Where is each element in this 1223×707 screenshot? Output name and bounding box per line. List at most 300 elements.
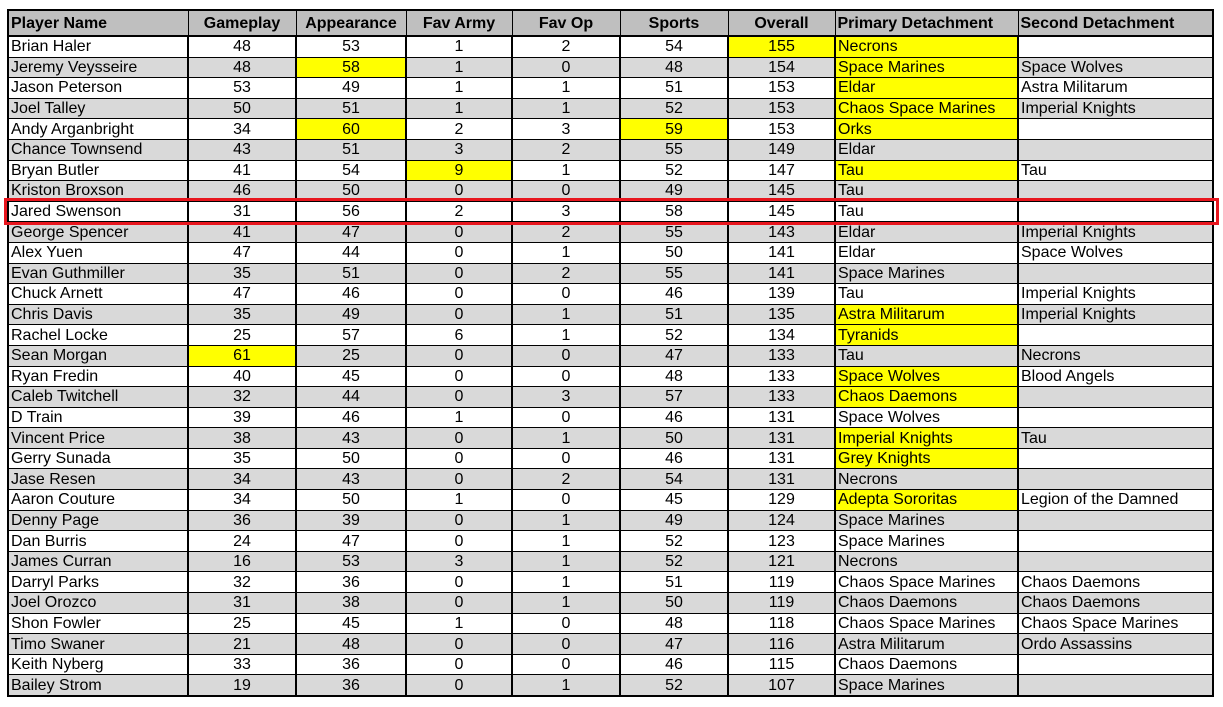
fav-army-cell[interactable]: 0: [406, 263, 512, 284]
appearance-cell[interactable]: 49: [296, 304, 406, 325]
overall-cell[interactable]: 139: [728, 284, 835, 305]
second-detachment-cell[interactable]: Chaos Space Marines: [1018, 613, 1213, 634]
player-name-cell[interactable]: Jase Resen: [8, 469, 188, 490]
player-name-cell[interactable]: Kriston Broxson: [8, 181, 188, 202]
fav-op-cell[interactable]: 2: [512, 139, 620, 160]
fav-army-cell[interactable]: 0: [406, 387, 512, 408]
overall-cell[interactable]: 145: [728, 201, 835, 222]
sports-cell[interactable]: 52: [620, 531, 728, 552]
table-row[interactable]: [8, 613, 1213, 634]
gameplay-cell[interactable]: 41: [188, 222, 296, 243]
table-row[interactable]: [8, 284, 1213, 305]
table-row[interactable]: [8, 345, 1213, 366]
gameplay-cell[interactable]: 35: [188, 304, 296, 325]
fav-army-cell[interactable]: 0: [406, 366, 512, 387]
second-detachment-cell[interactable]: [1018, 387, 1213, 408]
sports-cell[interactable]: 52: [620, 325, 728, 346]
sports-cell[interactable]: 55: [620, 222, 728, 243]
player-name-cell[interactable]: Bailey Strom: [8, 675, 188, 696]
fav-army-cell[interactable]: 1: [406, 490, 512, 511]
appearance-cell[interactable]: 51: [296, 98, 406, 119]
gameplay-cell[interactable]: 46: [188, 181, 296, 202]
fav-op-cell[interactable]: 0: [512, 366, 620, 387]
table-row[interactable]: [8, 510, 1213, 531]
gameplay-cell[interactable]: 34: [188, 469, 296, 490]
gameplay-cell[interactable]: 36: [188, 510, 296, 531]
overall-cell[interactable]: 121: [728, 551, 835, 572]
appearance-cell[interactable]: 36: [296, 675, 406, 696]
appearance-cell[interactable]: 39: [296, 510, 406, 531]
player-name-cell[interactable]: Sean Morgan: [8, 345, 188, 366]
second-detachment-cell[interactable]: [1018, 139, 1213, 160]
second-detachment-cell[interactable]: [1018, 407, 1213, 428]
overall-cell[interactable]: 131: [728, 469, 835, 490]
sports-cell[interactable]: 54: [620, 469, 728, 490]
gameplay-cell[interactable]: 19: [188, 675, 296, 696]
player-name-cell[interactable]: Chuck Arnett: [8, 284, 188, 305]
fav-op-cell[interactable]: 0: [512, 490, 620, 511]
table-row[interactable]: [8, 654, 1213, 675]
gameplay-cell[interactable]: 61: [188, 345, 296, 366]
fav-op-cell[interactable]: 1: [512, 428, 620, 449]
appearance-cell[interactable]: 46: [296, 284, 406, 305]
appearance-cell[interactable]: 47: [296, 222, 406, 243]
second-detachment-cell[interactable]: [1018, 469, 1213, 490]
gameplay-cell[interactable]: 48: [188, 57, 296, 78]
fav-army-cell[interactable]: 2: [406, 201, 512, 222]
primary-detachment-cell[interactable]: Necrons: [835, 36, 1018, 57]
second-detachment-cell[interactable]: Imperial Knights: [1018, 304, 1213, 325]
overall-cell[interactable]: 153: [728, 98, 835, 119]
sports-cell[interactable]: 46: [620, 654, 728, 675]
appearance-cell[interactable]: 44: [296, 242, 406, 263]
fav-op-cell[interactable]: 2: [512, 263, 620, 284]
overall-cell[interactable]: 135: [728, 304, 835, 325]
appearance-cell[interactable]: 60: [296, 119, 406, 140]
fav-op-cell[interactable]: 1: [512, 78, 620, 99]
primary-detachment-cell[interactable]: Tau: [835, 201, 1018, 222]
fav-army-cell[interactable]: 0: [406, 634, 512, 655]
player-name-cell[interactable]: Denny Page: [8, 510, 188, 531]
table-row[interactable]: [8, 242, 1213, 263]
gameplay-cell[interactable]: 32: [188, 572, 296, 593]
appearance-cell[interactable]: 51: [296, 263, 406, 284]
table-row[interactable]: [8, 634, 1213, 655]
appearance-cell[interactable]: 50: [296, 490, 406, 511]
gameplay-cell[interactable]: 47: [188, 242, 296, 263]
gameplay-cell[interactable]: 38: [188, 428, 296, 449]
overall-cell[interactable]: 155: [728, 36, 835, 57]
overall-cell[interactable]: 131: [728, 428, 835, 449]
player-name-cell[interactable]: Joel Talley: [8, 98, 188, 119]
primary-detachment-cell[interactable]: Space Marines: [835, 510, 1018, 531]
fav-army-cell[interactable]: 0: [406, 222, 512, 243]
player-name-cell[interactable]: Jason Peterson: [8, 78, 188, 99]
table-row[interactable]: [8, 407, 1213, 428]
second-detachment-cell[interactable]: [1018, 181, 1213, 202]
appearance-cell[interactable]: 49: [296, 78, 406, 99]
fav-army-cell[interactable]: 0: [406, 242, 512, 263]
table-row[interactable]: [8, 448, 1213, 469]
appearance-cell[interactable]: 47: [296, 531, 406, 552]
primary-detachment-cell[interactable]: Chaos Daemons: [835, 387, 1018, 408]
second-detachment-cell[interactable]: Space Wolves: [1018, 57, 1213, 78]
sports-cell[interactable]: 51: [620, 304, 728, 325]
primary-detachment-cell[interactable]: Astra Militarum: [835, 634, 1018, 655]
fav-op-cell[interactable]: 1: [512, 572, 620, 593]
primary-detachment-cell[interactable]: Space Marines: [835, 57, 1018, 78]
sports-cell[interactable]: 59: [620, 119, 728, 140]
player-name-cell[interactable]: Rachel Locke: [8, 325, 188, 346]
overall-cell[interactable]: 129: [728, 490, 835, 511]
fav-op-cell[interactable]: 1: [512, 160, 620, 181]
appearance-cell[interactable]: 57: [296, 325, 406, 346]
second-detachment-cell[interactable]: [1018, 675, 1213, 696]
second-detachment-cell[interactable]: Imperial Knights: [1018, 222, 1213, 243]
second-detachment-cell[interactable]: [1018, 448, 1213, 469]
gameplay-cell[interactable]: 31: [188, 593, 296, 614]
gameplay-cell[interactable]: 34: [188, 119, 296, 140]
overall-cell[interactable]: 143: [728, 222, 835, 243]
fav-op-cell[interactable]: 0: [512, 407, 620, 428]
fav-army-cell[interactable]: 0: [406, 531, 512, 552]
second-detachment-cell[interactable]: [1018, 119, 1213, 140]
fav-army-cell[interactable]: 1: [406, 98, 512, 119]
second-detachment-cell[interactable]: Tau: [1018, 160, 1213, 181]
fav-army-cell[interactable]: 0: [406, 593, 512, 614]
fav-op-cell[interactable]: 2: [512, 222, 620, 243]
fav-army-cell[interactable]: 0: [406, 304, 512, 325]
sports-cell[interactable]: 50: [620, 593, 728, 614]
player-name-cell[interactable]: Shon Fowler: [8, 613, 188, 634]
gameplay-cell[interactable]: 32: [188, 387, 296, 408]
second-detachment-cell[interactable]: [1018, 36, 1213, 57]
overall-cell[interactable]: 119: [728, 593, 835, 614]
primary-detachment-cell[interactable]: Eldar: [835, 78, 1018, 99]
player-name-cell[interactable]: Caleb Twitchell: [8, 387, 188, 408]
gameplay-cell[interactable]: 31: [188, 201, 296, 222]
table-row[interactable]: [8, 531, 1213, 552]
second-detachment-cell[interactable]: Blood Angels: [1018, 366, 1213, 387]
fav-op-cell[interactable]: 1: [512, 510, 620, 531]
sports-cell[interactable]: 49: [620, 510, 728, 531]
fav-op-cell[interactable]: 0: [512, 448, 620, 469]
appearance-cell[interactable]: 45: [296, 613, 406, 634]
primary-detachment-cell[interactable]: Eldar: [835, 139, 1018, 160]
fav-op-cell[interactable]: 2: [512, 36, 620, 57]
fav-op-cell[interactable]: 1: [512, 304, 620, 325]
gameplay-cell[interactable]: 50: [188, 98, 296, 119]
player-name-cell[interactable]: Bryan Butler: [8, 160, 188, 181]
gameplay-cell[interactable]: 33: [188, 654, 296, 675]
gameplay-cell[interactable]: 34: [188, 490, 296, 511]
overall-cell[interactable]: 133: [728, 387, 835, 408]
appearance-cell[interactable]: 45: [296, 366, 406, 387]
fav-army-cell[interactable]: 0: [406, 572, 512, 593]
second-detachment-cell[interactable]: [1018, 654, 1213, 675]
fav-op-cell[interactable]: 0: [512, 284, 620, 305]
gameplay-cell[interactable]: 47: [188, 284, 296, 305]
second-detachment-cell[interactable]: Legion of the Damned: [1018, 490, 1213, 511]
primary-detachment-cell[interactable]: Eldar: [835, 222, 1018, 243]
appearance-cell[interactable]: 53: [296, 36, 406, 57]
sports-cell[interactable]: 50: [620, 428, 728, 449]
fav-op-cell[interactable]: 1: [512, 551, 620, 572]
fav-army-cell[interactable]: 0: [406, 675, 512, 696]
overall-cell[interactable]: 147: [728, 160, 835, 181]
player-name-cell[interactable]: Keith Nyberg: [8, 654, 188, 675]
table-row[interactable]: [8, 428, 1213, 449]
table-row[interactable]: [8, 469, 1213, 490]
appearance-cell[interactable]: 43: [296, 469, 406, 490]
player-name-cell[interactable]: D Train: [8, 407, 188, 428]
table-row[interactable]: [8, 366, 1213, 387]
fav-army-cell[interactable]: 0: [406, 654, 512, 675]
player-name-cell[interactable]: Jeremy Veysseire: [8, 57, 188, 78]
table-row[interactable]: [8, 572, 1213, 593]
sports-cell[interactable]: 47: [620, 345, 728, 366]
second-detachment-cell[interactable]: [1018, 510, 1213, 531]
overall-cell[interactable]: 131: [728, 448, 835, 469]
appearance-cell[interactable]: 36: [296, 572, 406, 593]
primary-detachment-cell[interactable]: Grey Knights: [835, 448, 1018, 469]
primary-detachment-cell[interactable]: Chaos Daemons: [835, 654, 1018, 675]
fav-army-cell[interactable]: 0: [406, 284, 512, 305]
fav-army-cell[interactable]: 1: [406, 36, 512, 57]
overall-cell[interactable]: 133: [728, 366, 835, 387]
sports-cell[interactable]: 52: [620, 98, 728, 119]
fav-army-cell[interactable]: 2: [406, 119, 512, 140]
overall-cell[interactable]: 133: [728, 345, 835, 366]
table-row[interactable]: [8, 304, 1213, 325]
overall-cell[interactable]: 119: [728, 572, 835, 593]
overall-cell[interactable]: 131: [728, 407, 835, 428]
primary-detachment-cell[interactable]: Imperial Knights: [835, 428, 1018, 449]
overall-cell[interactable]: 116: [728, 634, 835, 655]
table-row[interactable]: [8, 36, 1213, 57]
player-name-cell[interactable]: Vincent Price: [8, 428, 188, 449]
sports-cell[interactable]: 50: [620, 242, 728, 263]
gameplay-cell[interactable]: 21: [188, 634, 296, 655]
appearance-cell[interactable]: 50: [296, 181, 406, 202]
sports-cell[interactable]: 55: [620, 263, 728, 284]
fav-op-cell[interactable]: 0: [512, 345, 620, 366]
appearance-cell[interactable]: 46: [296, 407, 406, 428]
appearance-cell[interactable]: 38: [296, 593, 406, 614]
player-name-cell[interactable]: Timo Swaner: [8, 634, 188, 655]
fav-op-cell[interactable]: 3: [512, 119, 620, 140]
sports-cell[interactable]: 51: [620, 78, 728, 99]
player-name-cell[interactable]: Gerry Sunada: [8, 448, 188, 469]
table-row[interactable]: [8, 78, 1213, 99]
gameplay-cell[interactable]: 43: [188, 139, 296, 160]
primary-detachment-cell[interactable]: Astra Militarum: [835, 304, 1018, 325]
overall-cell[interactable]: 123: [728, 531, 835, 552]
fav-army-cell[interactable]: 6: [406, 325, 512, 346]
primary-detachment-cell[interactable]: Space Wolves: [835, 407, 1018, 428]
sports-cell[interactable]: 46: [620, 284, 728, 305]
sports-cell[interactable]: 46: [620, 448, 728, 469]
second-detachment-cell[interactable]: [1018, 263, 1213, 284]
fav-op-cell[interactable]: 1: [512, 242, 620, 263]
gameplay-cell[interactable]: 25: [188, 325, 296, 346]
fav-army-cell[interactable]: 0: [406, 181, 512, 202]
gameplay-cell[interactable]: 35: [188, 448, 296, 469]
gameplay-cell[interactable]: 48: [188, 36, 296, 57]
overall-cell[interactable]: 134: [728, 325, 835, 346]
overall-cell[interactable]: 153: [728, 119, 835, 140]
overall-cell[interactable]: 153: [728, 78, 835, 99]
fav-army-cell[interactable]: 0: [406, 469, 512, 490]
second-detachment-cell[interactable]: Ordo Assassins: [1018, 634, 1213, 655]
second-detachment-cell[interactable]: Astra Militarum: [1018, 78, 1213, 99]
primary-detachment-cell[interactable]: Space Marines: [835, 675, 1018, 696]
appearance-cell[interactable]: 58: [296, 57, 406, 78]
overall-cell[interactable]: 118: [728, 613, 835, 634]
gameplay-cell[interactable]: 53: [188, 78, 296, 99]
second-detachment-cell[interactable]: [1018, 551, 1213, 572]
player-name-cell[interactable]: Andy Arganbright: [8, 119, 188, 140]
sports-cell[interactable]: 52: [620, 551, 728, 572]
fav-op-cell[interactable]: 3: [512, 201, 620, 222]
table-row[interactable]: [8, 201, 1213, 222]
table-row[interactable]: [8, 57, 1213, 78]
sports-cell[interactable]: 57: [620, 387, 728, 408]
primary-detachment-cell[interactable]: Tau: [835, 160, 1018, 181]
second-detachment-cell[interactable]: Imperial Knights: [1018, 98, 1213, 119]
player-name-cell[interactable]: Dan Burris: [8, 531, 188, 552]
player-name-cell[interactable]: Alex Yuen: [8, 242, 188, 263]
second-detachment-cell[interactable]: [1018, 201, 1213, 222]
fav-op-cell[interactable]: 0: [512, 57, 620, 78]
fav-army-cell[interactable]: 1: [406, 407, 512, 428]
table-row[interactable]: [8, 98, 1213, 119]
primary-detachment-cell[interactable]: Chaos Space Marines: [835, 572, 1018, 593]
overall-cell[interactable]: 107: [728, 675, 835, 696]
fav-op-cell[interactable]: 1: [512, 593, 620, 614]
gameplay-cell[interactable]: 41: [188, 160, 296, 181]
fav-army-cell[interactable]: 0: [406, 345, 512, 366]
table-row[interactable]: [8, 551, 1213, 572]
sports-cell[interactable]: 45: [620, 490, 728, 511]
gameplay-cell[interactable]: 39: [188, 407, 296, 428]
player-name-cell[interactable]: George Spencer: [8, 222, 188, 243]
appearance-cell[interactable]: 48: [296, 634, 406, 655]
table-row[interactable]: [8, 675, 1213, 696]
fav-op-cell[interactable]: 1: [512, 675, 620, 696]
fav-army-cell[interactable]: 1: [406, 613, 512, 634]
table-row[interactable]: [8, 490, 1213, 511]
player-name-cell[interactable]: Chance Townsend: [8, 139, 188, 160]
fav-army-cell[interactable]: 1: [406, 57, 512, 78]
second-detachment-cell[interactable]: Chaos Daemons: [1018, 572, 1213, 593]
primary-detachment-cell[interactable]: Chaos Space Marines: [835, 613, 1018, 634]
table-row[interactable]: [8, 181, 1213, 202]
gameplay-cell[interactable]: 24: [188, 531, 296, 552]
gameplay-cell[interactable]: 25: [188, 613, 296, 634]
second-detachment-cell[interactable]: Imperial Knights: [1018, 284, 1213, 305]
primary-detachment-cell[interactable]: Chaos Space Marines: [835, 98, 1018, 119]
sports-cell[interactable]: 46: [620, 407, 728, 428]
primary-detachment-cell[interactable]: Necrons: [835, 469, 1018, 490]
gameplay-cell[interactable]: 40: [188, 366, 296, 387]
overall-cell[interactable]: 141: [728, 263, 835, 284]
appearance-cell[interactable]: 56: [296, 201, 406, 222]
primary-detachment-cell[interactable]: Tau: [835, 345, 1018, 366]
fav-army-cell[interactable]: 9: [406, 160, 512, 181]
primary-detachment-cell[interactable]: Tau: [835, 181, 1018, 202]
fav-op-cell[interactable]: 3: [512, 387, 620, 408]
player-name-cell[interactable]: Evan Guthmiller: [8, 263, 188, 284]
fav-army-cell[interactable]: 0: [406, 510, 512, 531]
overall-cell[interactable]: 154: [728, 57, 835, 78]
overall-cell[interactable]: 145: [728, 181, 835, 202]
sports-cell[interactable]: 49: [620, 181, 728, 202]
fav-op-cell[interactable]: 1: [512, 98, 620, 119]
gameplay-cell[interactable]: 35: [188, 263, 296, 284]
overall-cell[interactable]: 141: [728, 242, 835, 263]
fav-army-cell[interactable]: 3: [406, 139, 512, 160]
fav-army-cell[interactable]: 0: [406, 428, 512, 449]
gameplay-cell[interactable]: 16: [188, 551, 296, 572]
primary-detachment-cell[interactable]: Tau: [835, 284, 1018, 305]
second-detachment-cell[interactable]: Tau: [1018, 428, 1213, 449]
sports-cell[interactable]: 48: [620, 613, 728, 634]
player-name-cell[interactable]: Ryan Fredin: [8, 366, 188, 387]
player-name-cell[interactable]: Chris Davis: [8, 304, 188, 325]
second-detachment-cell[interactable]: Necrons: [1018, 345, 1213, 366]
table-row[interactable]: [8, 222, 1213, 243]
second-detachment-cell[interactable]: [1018, 531, 1213, 552]
fav-op-cell[interactable]: 0: [512, 181, 620, 202]
primary-detachment-cell[interactable]: Chaos Daemons: [835, 593, 1018, 614]
appearance-cell[interactable]: 51: [296, 139, 406, 160]
fav-op-cell[interactable]: 0: [512, 634, 620, 655]
table-row[interactable]: [8, 325, 1213, 346]
overall-cell[interactable]: 124: [728, 510, 835, 531]
fav-army-cell[interactable]: 3: [406, 551, 512, 572]
fav-op-cell[interactable]: 1: [512, 325, 620, 346]
fav-op-cell[interactable]: 2: [512, 469, 620, 490]
sports-cell[interactable]: 55: [620, 139, 728, 160]
fav-army-cell[interactable]: 1: [406, 78, 512, 99]
sports-cell[interactable]: 58: [620, 201, 728, 222]
table-row[interactable]: [8, 160, 1213, 181]
sports-cell[interactable]: 48: [620, 57, 728, 78]
appearance-cell[interactable]: 54: [296, 160, 406, 181]
player-name-cell[interactable]: Jared Swenson: [8, 201, 188, 222]
appearance-cell[interactable]: 53: [296, 551, 406, 572]
primary-detachment-cell[interactable]: Eldar: [835, 242, 1018, 263]
second-detachment-cell[interactable]: [1018, 325, 1213, 346]
fav-army-cell[interactable]: 0: [406, 448, 512, 469]
primary-detachment-cell[interactable]: Adepta Sororitas: [835, 490, 1018, 511]
primary-detachment-cell[interactable]: Necrons: [835, 551, 1018, 572]
table-row[interactable]: [8, 387, 1213, 408]
fav-op-cell[interactable]: 0: [512, 654, 620, 675]
primary-detachment-cell[interactable]: Orks: [835, 119, 1018, 140]
appearance-cell[interactable]: 50: [296, 448, 406, 469]
primary-detachment-cell[interactable]: Space Wolves: [835, 366, 1018, 387]
overall-cell[interactable]: 115: [728, 654, 835, 675]
player-name-cell[interactable]: Darryl Parks: [8, 572, 188, 593]
sports-cell[interactable]: 54: [620, 36, 728, 57]
player-name-cell[interactable]: Joel Orozco: [8, 593, 188, 614]
appearance-cell[interactable]: 44: [296, 387, 406, 408]
player-name-cell[interactable]: James Curran: [8, 551, 188, 572]
primary-detachment-cell[interactable]: Space Marines: [835, 263, 1018, 284]
table-row[interactable]: [8, 119, 1213, 140]
